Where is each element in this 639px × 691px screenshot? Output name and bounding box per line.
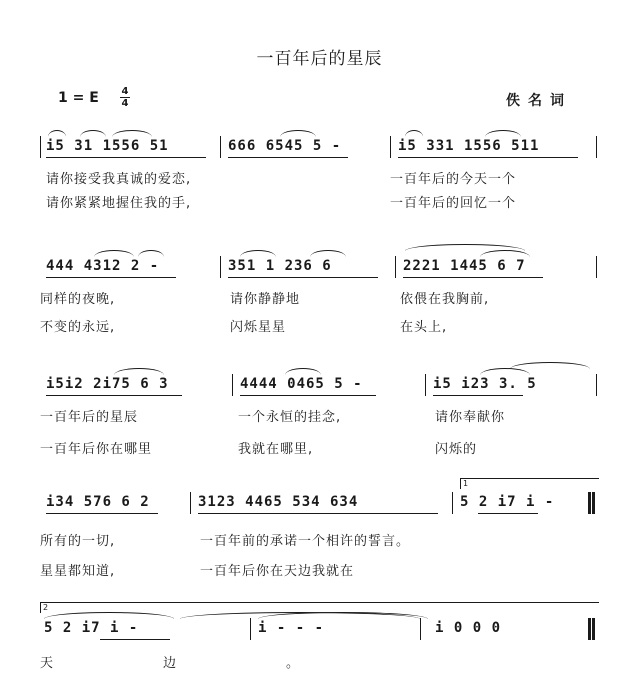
- slur: [80, 130, 106, 137]
- slur: [94, 250, 134, 257]
- barline: [596, 256, 597, 278]
- measure: 666 6545 5 -: [228, 138, 342, 154]
- slur: [285, 368, 321, 375]
- slur: [44, 612, 174, 619]
- barline: [250, 618, 251, 640]
- slur: [240, 250, 276, 257]
- time-signature-unit: 4: [121, 98, 129, 109]
- measure: i5 31 1556 51: [46, 138, 169, 154]
- slur: [510, 362, 590, 369]
- lyric-line: 请你奉献你: [435, 410, 506, 425]
- lyric-line: 一个永恒的挂念,: [238, 410, 342, 425]
- lyric-line: 闪烁的: [435, 442, 478, 457]
- slur: [112, 130, 152, 137]
- beam-line: [100, 639, 170, 640]
- lyric-line: 一百年后你在天边我就在: [200, 564, 355, 579]
- measure: i34 576 6 2: [46, 494, 150, 510]
- barline: [420, 618, 421, 640]
- lyric-line: 我就在哪里,: [238, 442, 314, 457]
- lyric-line: 一百年后的星辰: [40, 410, 139, 425]
- slur: [280, 130, 316, 137]
- barline: [390, 136, 391, 158]
- barline: [40, 136, 41, 158]
- lyric-line: 依偎在我胸前,: [400, 292, 490, 307]
- beam-line: [46, 277, 176, 278]
- time-signature-beats: 4: [121, 86, 129, 97]
- volta-bracket: 1: [460, 478, 599, 489]
- barline: [395, 256, 396, 278]
- beam-line: [46, 395, 182, 396]
- beam-line: [46, 513, 158, 514]
- beam-line: [228, 277, 378, 278]
- barline: [425, 374, 426, 396]
- lyricist-credit: 佚名词: [506, 93, 572, 109]
- lyric-line: 在头上,: [400, 320, 448, 335]
- slur: [405, 130, 423, 137]
- repeat-barline: [592, 492, 595, 514]
- lyric-line: 不变的永远,: [40, 320, 116, 335]
- lyric-line: 一百年后的今天一个: [390, 172, 517, 187]
- measure: 351 1 236 6: [228, 258, 332, 274]
- lyric-line: 请你紧紧地握住我的手,: [46, 196, 192, 211]
- lyric-line: 一百年后你在哪里: [40, 442, 153, 457]
- slur: [310, 250, 346, 257]
- measure: i5i2 2i75 6 3: [46, 376, 169, 392]
- slur: [48, 130, 66, 137]
- measure: i5 331 1556 511: [398, 138, 540, 154]
- barline: [220, 136, 221, 158]
- key-signature: 1 = E: [58, 90, 99, 106]
- lyric-line: 星星都知道,: [40, 564, 116, 579]
- measure: 5 2 i7 i -: [44, 620, 139, 636]
- slur: [114, 368, 164, 375]
- measure: i - - -: [258, 620, 325, 636]
- barline: [596, 374, 597, 396]
- beam-line: [46, 157, 206, 158]
- barline: [220, 256, 221, 278]
- barline: [190, 492, 191, 514]
- lyric-line: 一百年后的回忆一个: [390, 196, 517, 211]
- lyric-line: 一百年前的承诺一个相许的誓言。: [200, 534, 411, 549]
- barline: [596, 136, 597, 158]
- measure: 5 2 i7 i -: [460, 494, 555, 510]
- measure: 3123 4465 534 634: [198, 494, 359, 510]
- barline: [452, 492, 453, 514]
- slur: [485, 130, 521, 137]
- barline: [232, 374, 233, 396]
- lyric-line: 请你接受我真诚的爱恋,: [46, 172, 192, 187]
- lyric-line: 请你静静地: [230, 292, 301, 307]
- measure: 444 4312 2 -: [46, 258, 160, 274]
- slur: [258, 612, 428, 619]
- beam-line: [240, 395, 376, 396]
- slur: [480, 250, 530, 257]
- measure: i 0 0 0: [435, 620, 502, 636]
- lyric-line: 天边。: [40, 656, 410, 671]
- measure: i5 i23 3. 5: [433, 376, 537, 392]
- beam-line: [478, 513, 538, 514]
- final-barline: [592, 618, 595, 640]
- beam-line: [433, 395, 523, 396]
- measure: 2221 1445 6 7: [403, 258, 526, 274]
- lyric-line: 所有的一切,: [40, 534, 116, 549]
- lyric-line: 同样的夜晚,: [40, 292, 116, 307]
- time-signature: [120, 86, 130, 109]
- volta-bracket: 2: [40, 602, 599, 613]
- song-title: 一百年后的星辰: [256, 49, 383, 69]
- beam-line: [198, 513, 438, 514]
- slur: [480, 368, 530, 375]
- beam-line: [398, 157, 578, 158]
- lyric-line: 闪烁星星: [230, 320, 287, 335]
- beam-line: [403, 277, 543, 278]
- measure: 4444 0465 5 -: [240, 376, 363, 392]
- beam-line: [228, 157, 348, 158]
- slur: [138, 250, 164, 257]
